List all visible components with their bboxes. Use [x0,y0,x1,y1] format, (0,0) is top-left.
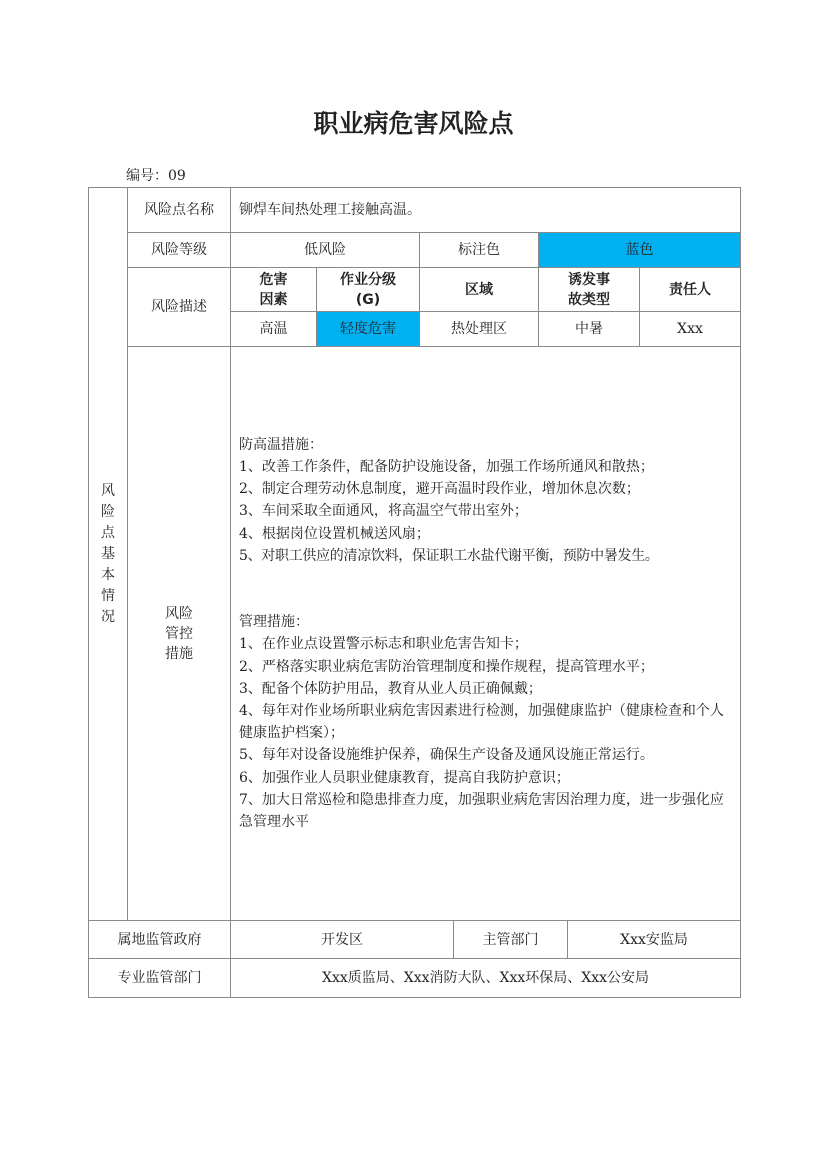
header-line: 危害 [259,271,288,288]
color-value: 蓝色 [539,233,741,268]
section-label: 风险点基本情况 [101,482,115,625]
control-measures [231,347,741,921]
heat-measure-item: 1、改善工作条件，配备防护设施设备，加强工作场所通风和散热； [239,459,654,476]
heat-measure-item: 5、对职工供应的清凉饮料，保证职工水盐代谢平衡，预防中暑发生。 [239,547,659,564]
heat-measure-item: 3、车间采取全面通风，将高温空气带出室外； [239,503,528,520]
control-label-line: 措施 [165,645,193,662]
page-title: 职业病危害风险点 [313,109,514,138]
header-work-grade-text: 作业分级(G) [340,271,396,308]
header-accident-type [539,268,640,312]
mgmt-measures-title: 管理措施： [239,614,309,631]
heat-measures-title: 防高温措施： [239,436,323,453]
header-responsible: 责任人 [640,268,741,312]
control-label-line: 风险 [165,605,193,622]
responsible-value: Xxx [640,312,741,347]
risk-name-label: 风险点名称 [128,188,231,233]
special-label: 专业监管部门 [89,959,231,998]
mgmt-measure-item: 4、每年对作业场所职业病危害因素进行检测，加强健康监护（健康检查和个人健康监护档案）； [239,702,724,742]
accident-type-value: 中暑 [539,312,640,347]
header-area: 区域 [420,268,539,312]
header-line: 因素 [259,291,288,308]
gov-label: 属地监管政府 [89,921,231,959]
risk-point-table [88,187,741,998]
section-label-cell [89,188,128,921]
mgmt-measure-item: 2、严格落实职业病危害防治管理制度和操作规程，提高管理水平； [239,658,654,675]
spacer [239,567,734,611]
document-number: 编号：09 [126,168,186,184]
mgmt-measure-item: 6、加强作业人员职业健康教育，提高自我防护意识； [239,769,570,786]
dept-value: Xxx安监局 [568,921,741,959]
header-line: 诱发事 [568,271,610,288]
mgmt-measure-item: 5、每年对设备设施维护保养，确保生产设备及通风设施正常运行。 [239,747,654,764]
special-value: Xxx质监局、Xxx消防大队、Xxx环保局、Xxx公安局 [231,959,741,998]
heat-measure-item: 4、根据岗位设置机械送风扇； [239,525,430,542]
hazard-factor-value: 高温 [231,312,317,347]
heat-measure-item: 2、制定合理劳动休息制度，避开高温时段作业，增加休息次数； [239,481,640,498]
risk-level-value: 低风险 [231,233,420,268]
mgmt-measure-item: 3、配备个体防护用品，教育从业人员正确佩戴； [239,680,542,697]
header-hazard-factor [231,268,317,312]
gov-value: 开发区 [231,921,454,959]
risk-name-value: 铆焊车间热处理工接触高温。 [231,188,741,233]
header-line: 故类型 [568,291,610,308]
color-label: 标注色 [420,233,539,268]
work-grade-value: 轻度危害 [317,312,420,347]
area-value: 热处理区 [420,312,539,347]
header-work-grade [317,268,420,312]
control-label [128,347,231,921]
risk-level-label: 风险等级 [128,233,231,268]
desc-label: 风险描述 [128,268,231,347]
mgmt-measure-item: 7、加大日常巡检和隐患排查力度，加强职业病危害因治理力度，进一步强化应急管理水平 [239,791,724,830]
dept-label: 主管部门 [454,921,568,959]
mgmt-measure-item: 1、在作业点设置警示标志和职业危害告知卡； [239,636,528,653]
control-label-line: 管控 [165,625,193,642]
